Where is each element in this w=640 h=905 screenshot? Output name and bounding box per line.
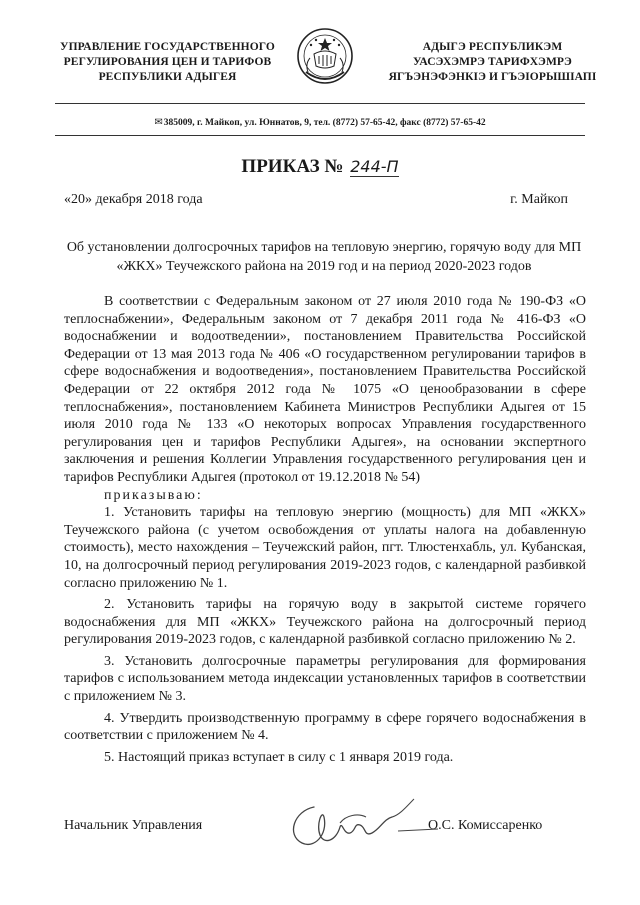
- order-city: г. Майкоп: [510, 192, 568, 207]
- preamble-paragraph: В соответствии с Федеральным законом от 27 июля 2010 года № 190-ФЗ «О теплоснабжении», Федеральным законом от 7 декабря 2011 года № 416-ФЗ «О водоснабжении и водоотведении», постановлением Правительства Российской Федерации от 13 мая 2013 года № 406 «О государственном регулировании тарифов в сфере водоснабжения и водоотведения», постановлением Правительства Российской Федерации от 22 октября 2012 года № 1075 «О ценообразовании в сфере теплоснабжения», постановлением Кабинета Министров Республики Адыгея от 15 июля 2010 года № 133 «О некоторых вопросах Управления государственного регулирования цен и тарифов Республики Адыгея», на основании экспертного заключения и решения Коллегии Управления государственного регулирования цен и тарифов Республики Адыгея (протокол от 19.12.2018 № 54): [64, 294, 586, 485]
- order-date: «20» декабря 2018 года: [64, 192, 203, 207]
- order-number: 244-П: [350, 157, 399, 176]
- address-line: [0, 117, 640, 128]
- order-word: приказываю:: [104, 487, 203, 503]
- address-text: 385009, г. Майкоп, ул. Юннатов, 9, тел. (8772) 57-65-42, факс (8772) 57-65-42: [163, 118, 486, 128]
- header-right-line-3: ЯГЪЭНЭФЭНКIЭ И ГЪЭIОРЫШIАПI: [388, 71, 597, 83]
- header-divider-top: [55, 103, 585, 104]
- header-right: [370, 40, 615, 85]
- order-title: [0, 156, 640, 178]
- header-left-line-1: УПРАВЛЕНИЕ ГОСУДАРСТВЕННОГО: [60, 41, 275, 53]
- order-item-3: 3. Установить долгосрочные параметры регулирования для формирования тарифов с использованием метода индексации установленных тарифов в соответствии с приложением № 3.: [64, 653, 586, 705]
- handwritten-signature-icon: [280, 795, 440, 855]
- header-divider-bottom: [55, 135, 585, 136]
- signatory-position: Начальник Управления: [64, 818, 203, 833]
- order-item-2: 2. Установить тарифы на горячую воду в закрытой системе горячего водоснабжения для МП «ЖКХ» Теучежского района на долгосрочный период регулирования 2019-2023 годов, с календарной разбивкой согласно приложению № 2.: [64, 597, 586, 648]
- order-subject: Об установлении долгосрочных тарифов на тепловую энергию, горячую воду для МП «ЖКХ» Теучежского района на 2019 год и на период 2020-2023 годов: [66, 240, 582, 274]
- order-title-label: ПРИКАЗ №: [241, 156, 344, 177]
- header-right-line-2: УАСЭХЭМРЭ ТАРИФХЭМРЭ: [413, 56, 572, 68]
- order-body: [64, 293, 586, 766]
- order-item-4: 4. Утвердить производственную программу в сфере горячего водоснабжения в соответствии с приложением № 4.: [64, 710, 586, 744]
- header-left-line-2: РЕГУЛИРОВАНИЯ ЦЕН И ТАРИФОВ: [63, 56, 272, 68]
- envelope-icon: ✉: [154, 117, 163, 128]
- signatory-name: О.С. Комиссаренко: [428, 818, 543, 833]
- header-right-line-1: АДЫГЭ РЕСПУБЛИКЭМ: [422, 41, 563, 53]
- order-item-5: 5. Настоящий приказ вступает в силу с 1 января 2019 года.: [104, 749, 454, 765]
- coat-of-arms-icon: [296, 26, 354, 88]
- header-left-line-3: РЕСПУБЛИКИ АДЫГЕЯ: [98, 71, 237, 83]
- header-left: [50, 40, 285, 85]
- order-item-1: 1. Установить тарифы на тепловую энергию (мощность) для МП «ЖКХ» Теучежского района (с учетом освобождения от уплаты налога на добавленную стоимость), место нахождения – Теучежский район, пгт. Тлюстенхабль, ул. Кубанская, 10, на долгосрочный период регулирования 2019-2023 годов, с календарной разбивкой согласно приложению № 1.: [64, 505, 586, 591]
